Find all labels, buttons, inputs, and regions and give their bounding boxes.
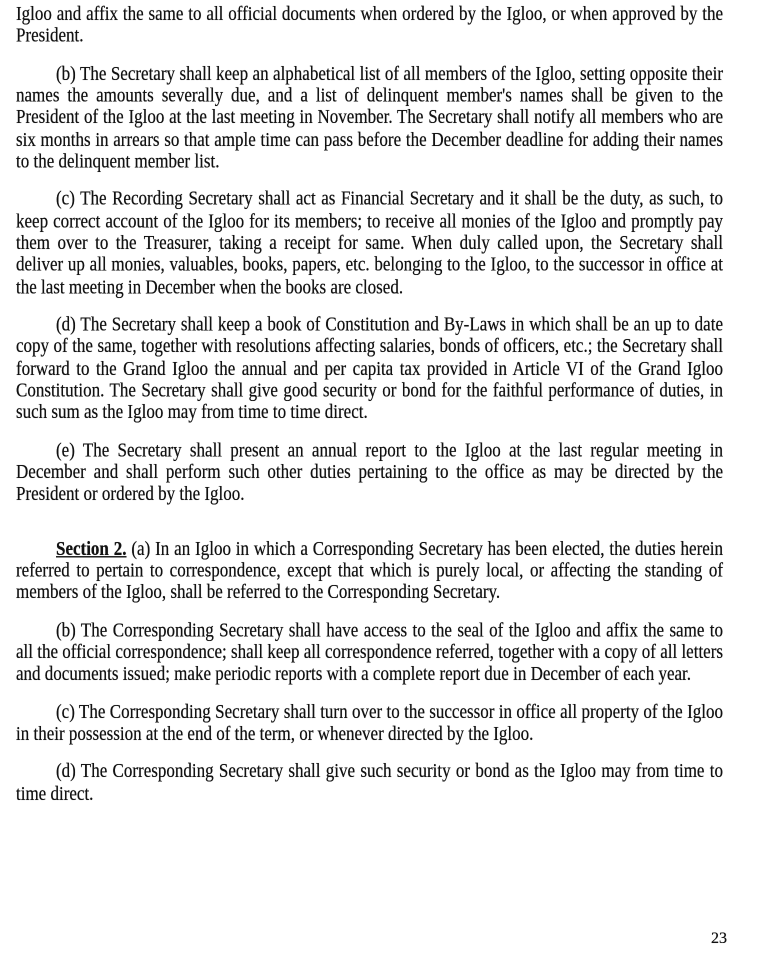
paragraph-sec2-d bbox=[16, 760, 723, 804]
paragraph-intro-continuation bbox=[16, 3, 723, 47]
paragraph-text: (b) The Secretary shall keep an alphabetical list of all members of the Igloo, setting opposite their names the amounts severally due, and a list of delinquent member's names shall be given to the President of the Igloo at the last meeting in November. The Secretary shall notify all members who are six months in arrears so that ample time can pass before the December deadline for adding their names to the delinquent member list. bbox=[16, 61, 723, 173]
paragraph-text: (c) The Recording Secretary shall act as Financial Secretary and it shall be the duty, as such, to keep correct account of the Igloo for its members; to receive all monies of the Igloo and promptly pay them over to the Treasurer, taking a receipt for same. When duly called upon, the Secretary shall deliver up all monies, valuables, books, papers, etc. belonging to the Igloo, to the successor in office at the last meeting in December when the books are closed. bbox=[16, 186, 723, 298]
paragraph-text: (d) The Corresponding Secretary shall give such security or bond as the Igloo may from time to time direct. bbox=[16, 759, 723, 805]
paragraph-sec1-b bbox=[16, 63, 723, 173]
document-text-block bbox=[16, 3, 723, 820]
paragraph-text: (e) The Secretary shall present an annual report to the Igloo at the last regular meeting in December and shall perform such other duties pertaining to the office as may be directed by the President or ordered by the Igloo. bbox=[16, 438, 723, 505]
paragraph-sec1-d bbox=[16, 314, 723, 424]
paragraph-text: (d) The Secretary shall keep a book of Constitution and By-Laws in which shall be an up to date copy of the same, together with resolutions affecting salaries, bonds of officers, etc.; the Secretary shall forward to the Grand Igloo the annual and per capita tax provided in Article VI of the Grand Igloo Constitution. The Secretary shall give good security or bond for the faithful performance of duties, in such sum as the Igloo may from time to time direct. bbox=[16, 312, 723, 424]
paragraph-sec1-e bbox=[16, 439, 723, 505]
paragraph-sec1-c bbox=[16, 188, 723, 298]
paragraph-text: (b) The Corresponding Secretary shall have access to the seal of the Igloo and affix the same to all the official correspondence; shall keep all correspondence referred, together with a copy of all letters and documents issued; make periodic reports with a complete report due in December of each year. bbox=[16, 618, 723, 685]
paragraph-sec2-c bbox=[16, 701, 723, 745]
paragraph-text: Igloo and affix the same to all official documents when ordered by the Igloo, or when approved by the President. bbox=[16, 1, 723, 47]
section-2-heading: Section 2. bbox=[56, 536, 127, 560]
page-number: 23 bbox=[711, 930, 727, 947]
paragraph-text: (c) The Corresponding Secretary shall turn over to the successor in office all property of the Igloo in their possession at the end of the term, or whenever directed by the Igloo. bbox=[16, 699, 723, 745]
paragraph-sec2-b bbox=[16, 619, 723, 685]
paragraph-text: (a) In an Igloo in which a Corresponding Secretary has been elected, the duties herein referred to pertain to correspondence, except that which is purely local, or affecting the standing of members of the Igloo, shall be referred to the Corresponding Secretary. bbox=[16, 536, 724, 604]
paragraph-sec2-a bbox=[16, 538, 723, 604]
